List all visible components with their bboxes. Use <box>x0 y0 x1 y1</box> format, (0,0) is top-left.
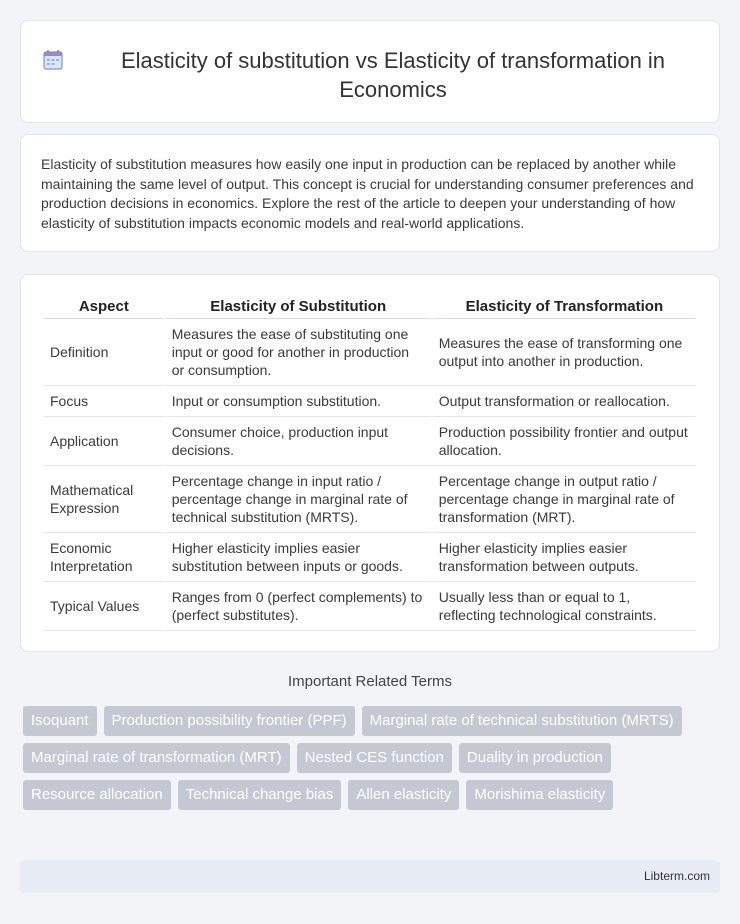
row-substitution: Consumer choice, production input decisions. <box>166 417 431 466</box>
row-substitution: Measures the ease of substituting one input or good for another in production or consumption. <box>166 319 431 386</box>
comparison-table <box>42 295 698 631</box>
row-transformation: Production possibility frontier and output allocation. <box>433 417 696 466</box>
table-row <box>44 466 696 533</box>
column-header-substitution: Elasticity of Substitution <box>166 295 431 319</box>
row-aspect: Typical Values <box>44 582 164 631</box>
row-substitution: Input or consumption substitution. <box>166 386 431 417</box>
related-term-tag[interactable]: Marginal rate of transformation (MRT) <box>23 743 290 773</box>
related-terms-list <box>23 706 713 810</box>
table-row <box>44 582 696 631</box>
related-terms-heading: Important Related Terms <box>288 673 452 690</box>
row-substitution: Percentage change in input ratio / percentage change in marginal rate of technical substitution (MRTS). <box>166 466 431 533</box>
page-title: Elasticity of substitution vs Elasticity of transformation in Economics <box>120 48 666 102</box>
related-term-tag[interactable]: Allen elasticity <box>348 780 459 810</box>
intro-card <box>20 134 720 252</box>
intro-paragraph: Elasticity of substitution measures how easily one input in production can be replaced by another while maintaining the same level of output. This concept is crucial for understanding consumer preferences and production decisions in economics. Explore the rest of the article to deepen your understanding of how elasticity of substitution impacts economic models and real-world applications. <box>41 156 694 231</box>
row-substitution: Higher elasticity implies easier substitution between inputs or goods. <box>166 533 431 582</box>
related-term-tag[interactable]: Marginal rate of technical substitution (MRTS) <box>362 706 682 736</box>
footer <box>20 860 720 893</box>
row-aspect: Economic Interpretation <box>44 533 164 582</box>
related-term-tag[interactable]: Nested CES function <box>297 743 452 773</box>
header-card <box>20 20 720 123</box>
comparison-table-card <box>20 274 720 652</box>
row-transformation: Output transformation or reallocation. <box>433 386 696 417</box>
table-row <box>44 386 696 417</box>
table-row <box>44 533 696 582</box>
row-aspect: Mathematical Expression <box>44 466 164 533</box>
related-term-tag[interactable]: Production possibility frontier (PPF) <box>104 706 355 736</box>
row-aspect: Focus <box>44 386 164 417</box>
row-transformation: Usually less than or equal to 1, reflecting technological constraints. <box>433 582 696 631</box>
column-header-aspect: Aspect <box>44 295 164 319</box>
table-row <box>44 417 696 466</box>
row-aspect: Application <box>44 417 164 466</box>
related-term-tag[interactable]: Morishima elasticity <box>466 780 613 810</box>
table-header-row <box>44 295 696 319</box>
table-row <box>44 319 696 386</box>
footer-site-link[interactable]: Libterm.com <box>643 869 710 883</box>
related-term-tag[interactable]: Duality in production <box>459 743 611 773</box>
related-term-tag[interactable]: Technical change bias <box>178 780 342 810</box>
row-substitution: Ranges from 0 (perfect complements) to (perfect substitutes). <box>166 582 431 631</box>
document-icon <box>41 48 65 72</box>
column-header-transformation: Elasticity of Transformation <box>433 295 696 319</box>
row-aspect: Definition <box>44 319 164 386</box>
row-transformation: Measures the ease of transforming one output into another in production. <box>433 319 696 386</box>
related-term-tag[interactable]: Isoquant <box>23 706 97 736</box>
related-term-tag[interactable]: Resource allocation <box>23 780 171 810</box>
row-transformation: Higher elasticity implies easier transformation between outputs. <box>433 533 696 582</box>
row-transformation: Percentage change in output ratio / percentage change in marginal rate of transformation (MRT). <box>433 466 696 533</box>
